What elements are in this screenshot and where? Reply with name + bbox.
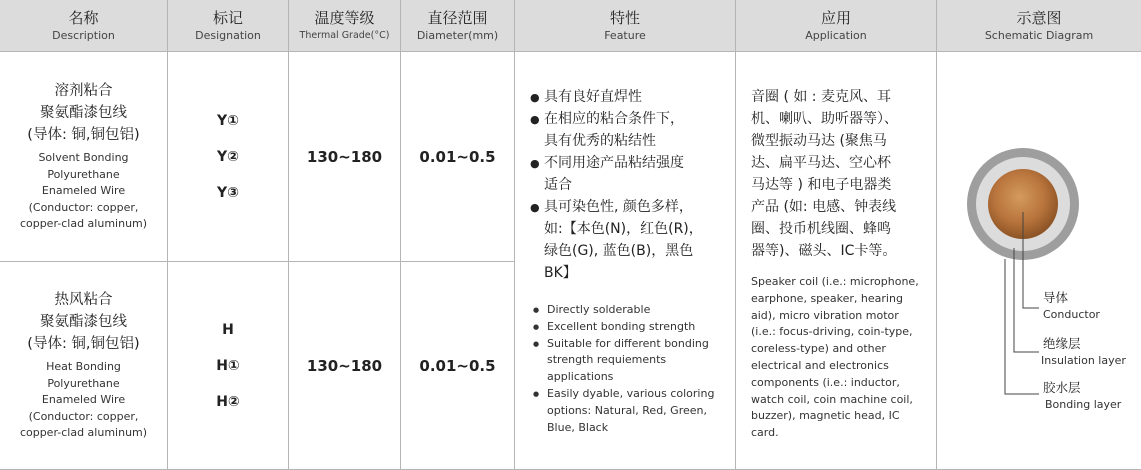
- application-line: 微型振动马达 (聚焦马: [751, 133, 887, 149]
- header-label-en: Designation: [195, 28, 261, 42]
- feature-list-zh: [530, 86, 730, 284]
- description-en-line: (Conductor: copper,: [28, 200, 139, 214]
- legend-label-zh: 绝缘层: [1043, 336, 1081, 351]
- thermal-grade-value: 130~180: [306, 147, 383, 166]
- application-line-en: Speaker coil (i.e.: microphone,: [751, 275, 919, 288]
- header-label-en: Feature: [604, 28, 646, 42]
- description-zh-line: 溶剂粘合: [54, 83, 113, 100]
- feature-item-en: [533, 386, 733, 436]
- feature-item: [530, 152, 730, 196]
- application-en: [751, 274, 933, 442]
- thermal-grade-value: 130~180: [306, 356, 383, 375]
- application-line-en: aid), micro vibration motor: [751, 308, 899, 322]
- description-en-line: copper-clad aluminum): [19, 217, 148, 231]
- row1-designation: [168, 52, 288, 261]
- application-line: 器等)、磁头、IC卡等。: [751, 243, 897, 259]
- feature-line-en: Blue, Black: [547, 420, 609, 434]
- header-label-en: Thermal Grade(°C): [299, 29, 390, 41]
- header-designation: [168, 0, 289, 51]
- row2-diameter: [401, 262, 514, 469]
- header-label-zh: 直径范围: [427, 8, 488, 27]
- feature-line-en: ● Directly solderable: [547, 303, 651, 316]
- bonding-leader-line: [1005, 259, 1039, 394]
- description-en-line: Solvent Bonding: [38, 151, 129, 165]
- feature-line-en: ● Suitable for different bonding: [547, 336, 709, 350]
- header-label-en: Schematic Diagram: [984, 28, 1094, 42]
- insulation-leader-line: [1014, 248, 1039, 352]
- header-schematic: [937, 0, 1141, 51]
- application-line: 产品 (如: 电感、钟表线: [751, 199, 897, 215]
- legend-conductor: [1043, 290, 1100, 322]
- feature-line: ● 具有良好直焊性: [544, 89, 642, 105]
- header-label-zh: 特性: [609, 8, 640, 27]
- legend-label-en: Bonding layer: [1045, 398, 1122, 411]
- feature-line-en: strength requiements applications: [547, 353, 667, 384]
- legend-label-zh: 导体: [1043, 290, 1069, 305]
- application-line-en: earphone, speaker, hearing: [751, 291, 903, 305]
- diameter-value: 0.01~0.5: [419, 147, 496, 166]
- header-application: [736, 0, 937, 51]
- feature-item: [530, 196, 730, 284]
- feature-line: 适合: [544, 177, 572, 193]
- header-label-zh: 应用: [820, 8, 851, 27]
- column-divider: [735, 0, 736, 470]
- row2-description: [0, 262, 167, 469]
- header-feature: [515, 0, 736, 51]
- application-line-en: buzzer), magnetic head, IC: [751, 409, 900, 423]
- description-en: [20, 150, 147, 233]
- header-diameter: [401, 0, 515, 51]
- feature-line: 具有优秀的粘结性: [544, 133, 656, 149]
- legend-label-en: Conductor: [1043, 308, 1100, 321]
- designation-code: H②: [216, 393, 240, 410]
- application-line: 音圈 ( 如 : 麦克风、耳: [751, 89, 891, 105]
- designation-code: H: [222, 321, 234, 338]
- feature-item-en: [533, 302, 733, 319]
- description-zh-line: 热风粘合: [54, 292, 113, 309]
- feature-line-en: ● Easily dyable, various coloring: [547, 386, 715, 400]
- description-en-line: Enameled Wire: [41, 393, 126, 407]
- description-en-line: Enameled Wire: [41, 184, 126, 198]
- description-zh: [27, 80, 139, 146]
- designation-code: H①: [216, 357, 240, 374]
- feature-list-en: [533, 302, 733, 436]
- row1-thermal-grade: [289, 52, 400, 261]
- description-zh-line: (导体: 铜,铜包铝): [27, 336, 140, 353]
- column-divider: [514, 0, 515, 470]
- legend-label-zh: 胶水层: [1043, 380, 1081, 395]
- application-line-en: watch coil, coin machine coil,: [751, 392, 913, 406]
- legend-label-en: Insulation layer: [1041, 354, 1126, 367]
- description-zh-line: (导体: 铜,铜包铝): [27, 127, 140, 144]
- legend-bonding: [1043, 380, 1121, 412]
- application-line: 圈、投币机线圈、蜂鸣: [751, 221, 891, 237]
- application-line: 机、喇叭、助听器等）、: [751, 111, 898, 127]
- header-label-en: Description: [52, 28, 115, 42]
- feature-line: BK】: [544, 265, 577, 281]
- designation-code: Y②: [217, 148, 239, 165]
- feature-item-en: [533, 319, 733, 336]
- application-line-en: (i.e.: focus-driving, coin-type,: [751, 325, 913, 339]
- description-en-line: Polyurethane: [47, 376, 120, 390]
- row1-description: [0, 52, 167, 261]
- description-en-line: Polyurethane: [47, 167, 120, 181]
- header-label-en: Diameter(mm): [416, 28, 499, 42]
- description-zh: [27, 289, 139, 355]
- row2-designation: [168, 262, 288, 469]
- feature-item: [530, 108, 730, 152]
- header-label-zh: 标记: [212, 8, 243, 27]
- feature-item: [530, 86, 730, 108]
- feature-line: ● 具可染色性, 颜色多样，: [544, 199, 693, 215]
- row1-diameter: [401, 52, 514, 261]
- feature-line: ● 在相应的粘合条件下，: [544, 111, 684, 127]
- description-en-line: copper-clad aluminum): [19, 426, 148, 440]
- description-en-line: Heat Bonding: [46, 360, 121, 374]
- feature-line: ● 不同用途产品粘结强度: [544, 155, 684, 171]
- application-line-en: coreless-type) and other: [751, 342, 886, 356]
- feature-line: 绿色(G), 蓝色(B)，黑色: [544, 243, 694, 259]
- application-zh: [751, 86, 933, 262]
- application-line-en: components (i.e.: inductor,: [751, 375, 900, 389]
- application-line-en: card.: [751, 426, 779, 440]
- row2-thermal-grade: [289, 262, 400, 469]
- header-thermal-grade: [289, 0, 401, 51]
- header-label-zh: 示意图: [1016, 8, 1062, 27]
- feature-line-en: options: Natural, Red, Green,: [547, 403, 707, 417]
- application-line: 达、扁平马达、空心杯: [751, 155, 891, 171]
- description-en: [20, 359, 147, 442]
- description-en-line: (Conductor: copper,: [28, 409, 139, 423]
- application-line: 马达等 ) 和电子电器类: [751, 177, 892, 193]
- designation-code: Y①: [217, 112, 239, 129]
- feature-item-en: [533, 336, 733, 386]
- designation-code: Y③: [217, 184, 239, 201]
- description-zh-line: 聚氨酯漆包线: [39, 314, 127, 331]
- header-label-zh: 名称: [68, 8, 99, 27]
- diameter-value: 0.01~0.5: [419, 356, 496, 375]
- feature-line: 如:【本色(N)，红色(R)，: [544, 221, 703, 237]
- feature-line-en: ● Excellent bonding strength: [547, 319, 696, 333]
- header-description: [0, 0, 168, 51]
- header-label-en: Application: [805, 28, 867, 42]
- description-zh-line: 聚氨酯漆包线: [39, 105, 127, 122]
- header-label-zh: 温度等级: [314, 8, 375, 27]
- legend-insulation: [1041, 336, 1126, 368]
- application-line-en: electrical and electronics: [751, 358, 889, 372]
